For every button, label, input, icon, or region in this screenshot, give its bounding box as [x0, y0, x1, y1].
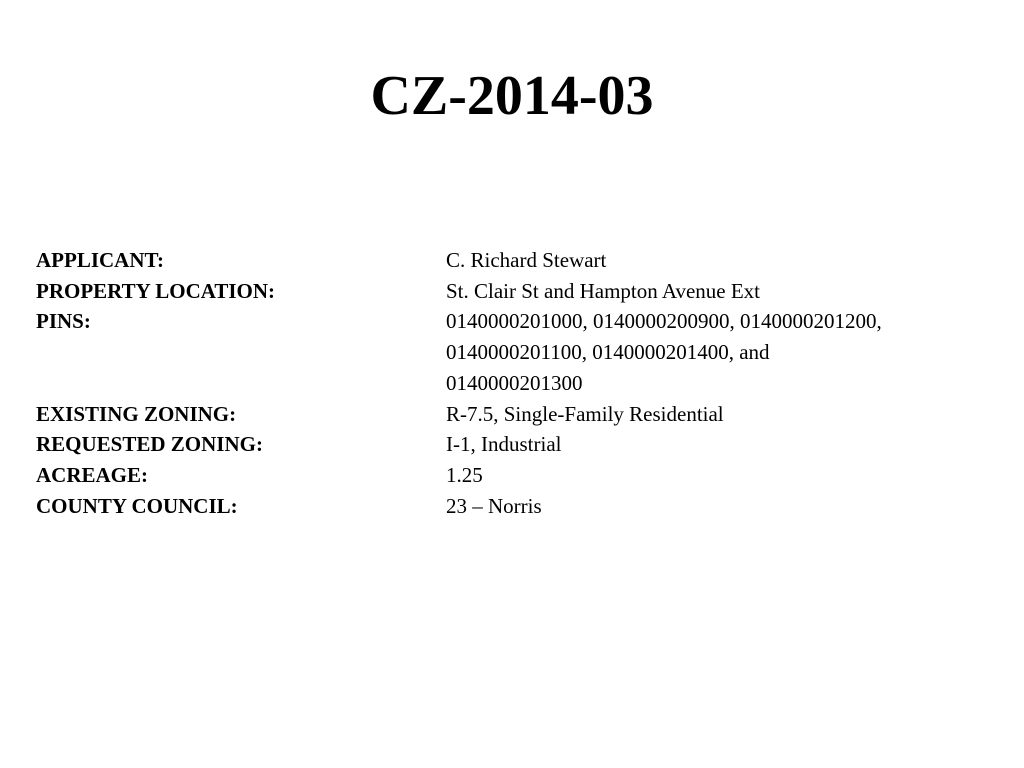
property-location-row	[36, 276, 996, 307]
county-council-label: COUNTY COUNCIL:	[36, 493, 238, 518]
acreage-row	[36, 460, 996, 491]
county-council-row	[36, 491, 996, 522]
pins-row	[36, 306, 996, 398]
pins-value	[446, 306, 996, 398]
applicant-label: APPLICANT:	[36, 248, 164, 272]
existing-zoning-label: EXISTING ZONING:	[36, 401, 237, 426]
applicant-value: C. Richard Stewart	[446, 248, 607, 272]
acreage-label: ACREAGE:	[36, 462, 149, 487]
pins-label: PINS:	[36, 309, 91, 334]
existing-zoning-value: R-7.5, Single-Family Residential	[446, 401, 724, 426]
county-council-value: 23 – Norris	[446, 493, 542, 518]
requested-zoning-row	[36, 429, 996, 460]
requested-zoning-value: I-1, Industrial	[446, 432, 562, 457]
pins-line: 0140000201100, 0140000201400, and	[446, 340, 770, 365]
case-info-list	[36, 245, 996, 521]
page-title: CZ-2014-03	[370, 65, 654, 127]
pins-line: 0140000201000, 0140000200900, 0140000201200,	[446, 309, 882, 334]
pins-line: 0140000201300	[446, 370, 583, 395]
existing-zoning-row	[36, 399, 996, 430]
property-location-label: PROPERTY LOCATION:	[36, 278, 276, 303]
acreage-value: 1.25	[446, 462, 483, 487]
property-location-value: St. Clair St and Hampton Avenue Ext	[446, 278, 760, 303]
requested-zoning-label: REQUESTED ZONING:	[36, 432, 263, 457]
applicant-row	[36, 245, 996, 276]
